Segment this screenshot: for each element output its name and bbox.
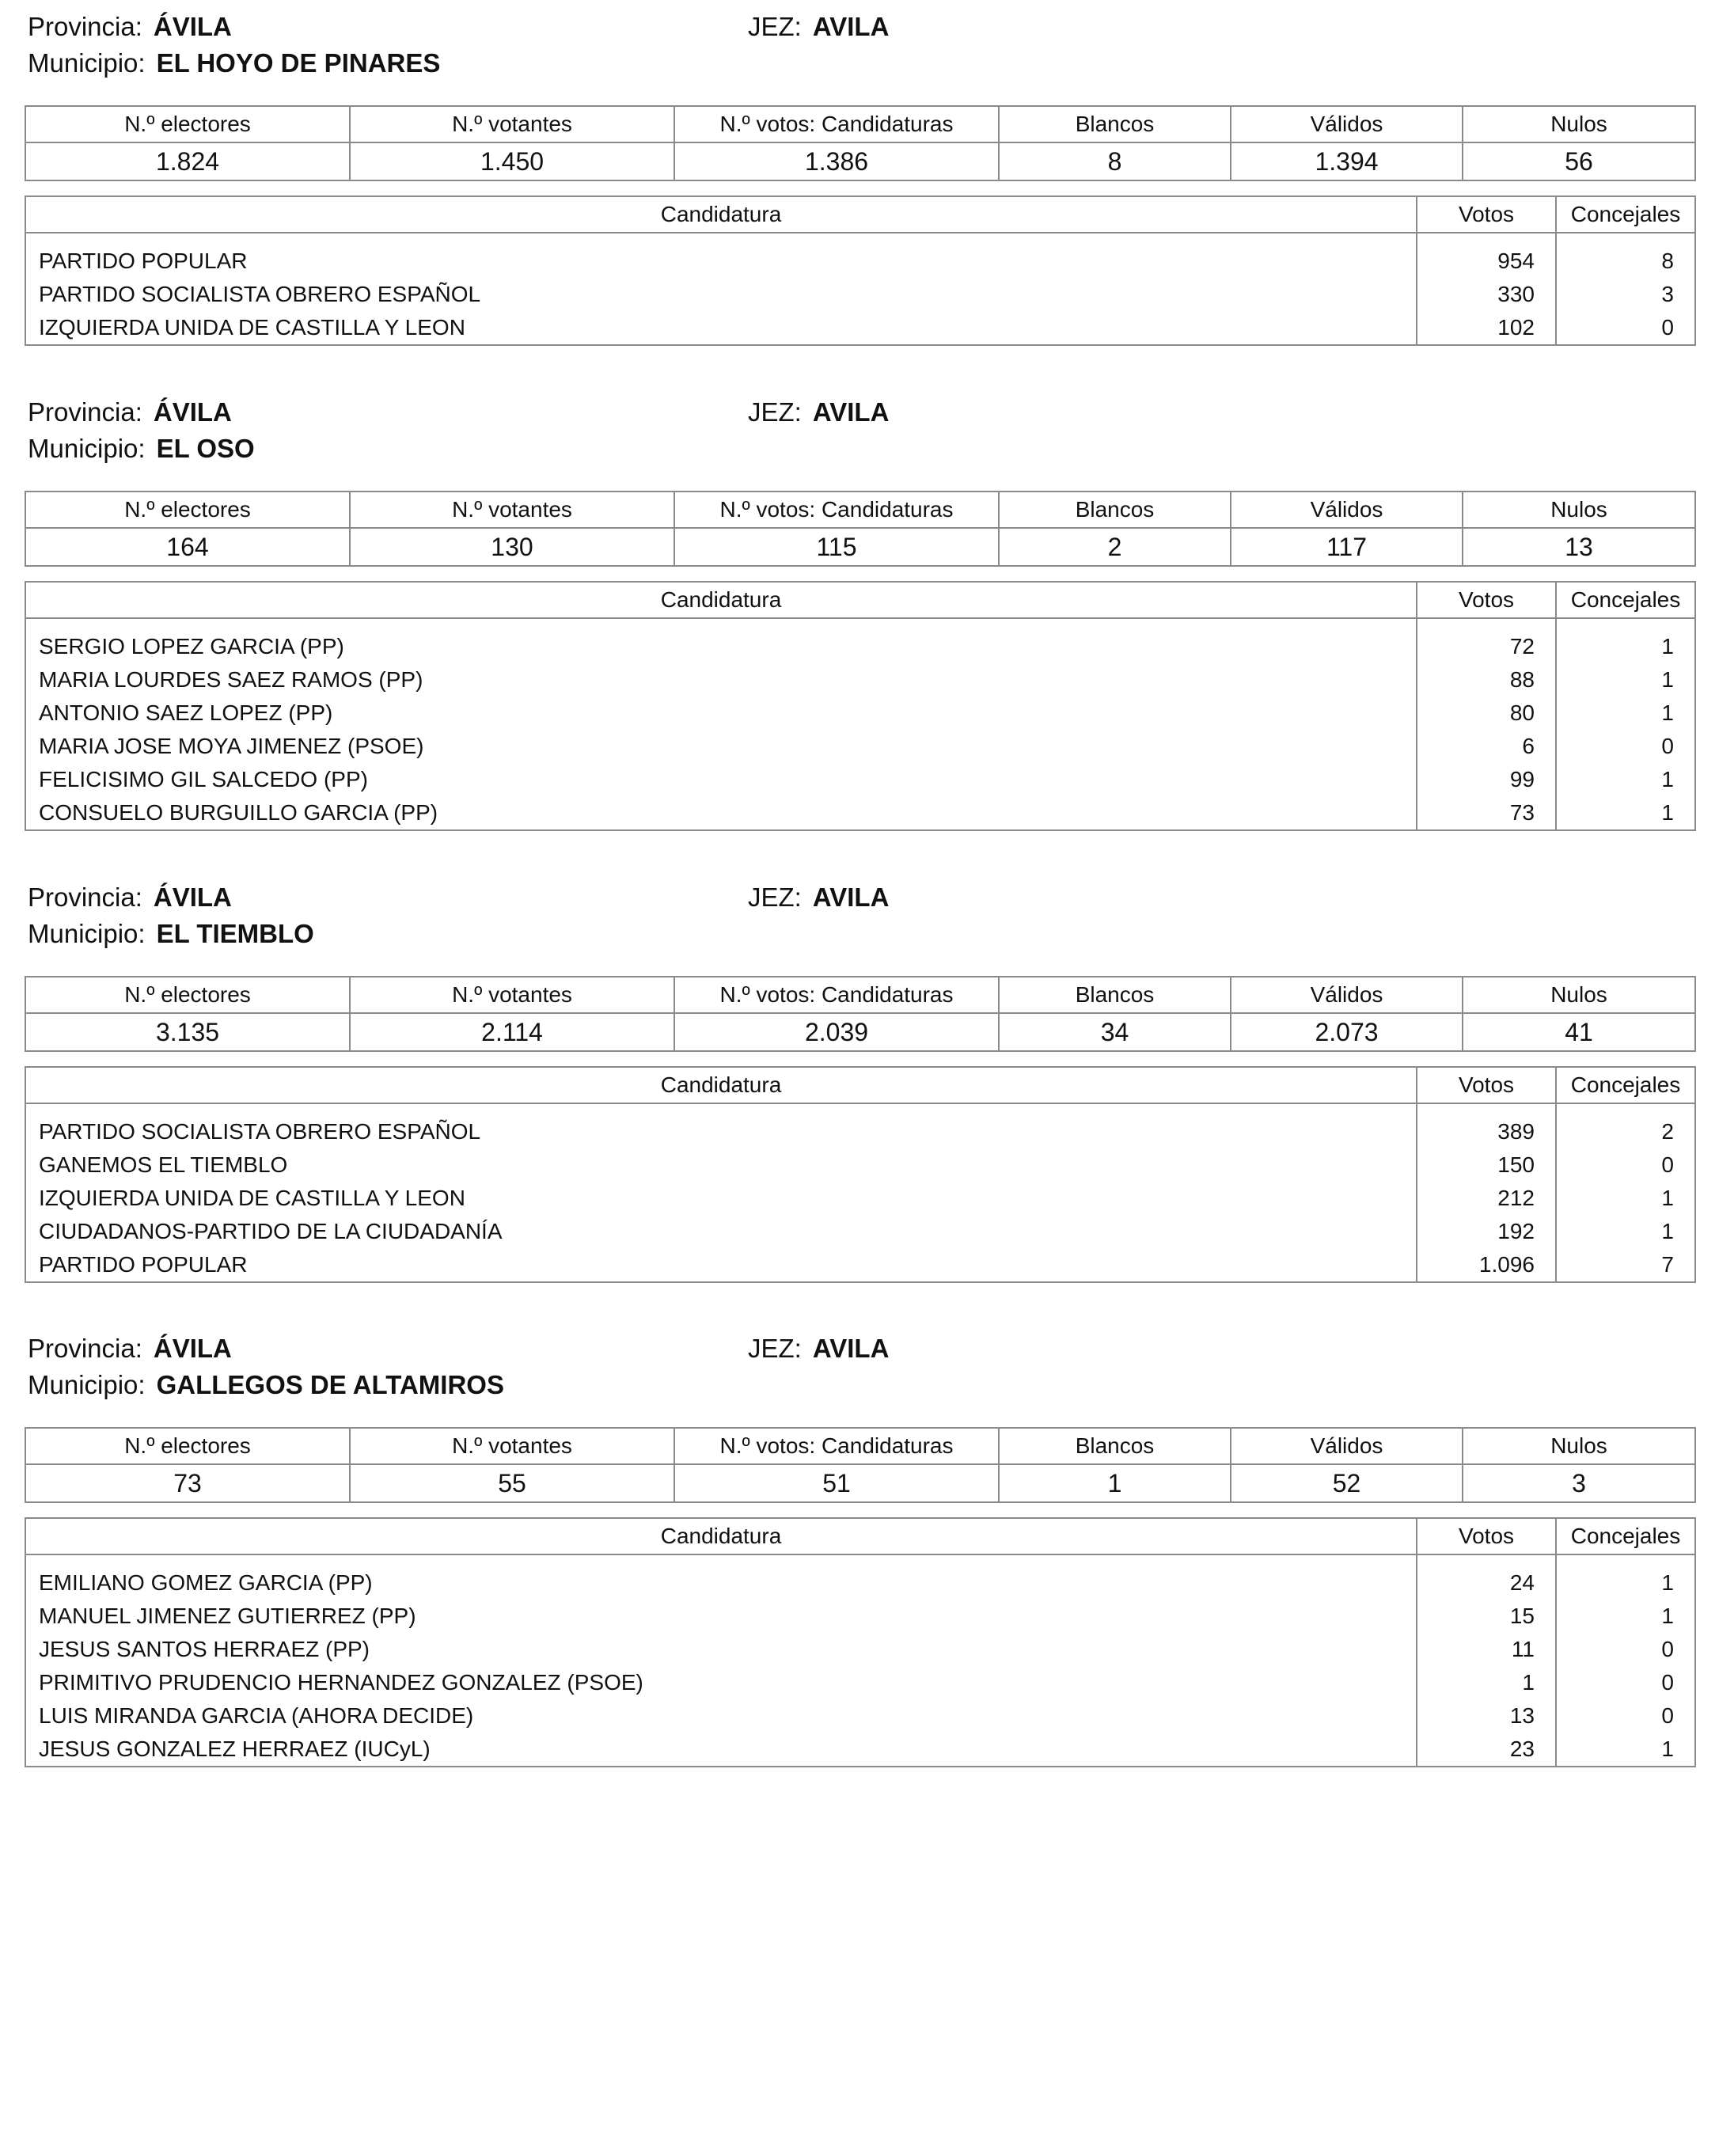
- table-spacer: [25, 233, 1695, 245]
- blancos-header: Blancos: [999, 492, 1231, 528]
- municipio-line: [28, 46, 440, 81]
- candidate-name: CONSUELO BURGUILLO GARCIA (PP): [25, 796, 1417, 830]
- table-row: [25, 1182, 1695, 1215]
- table-row: [25, 278, 1695, 311]
- summary-table: [25, 491, 1696, 567]
- candidate-concejales: 1: [1556, 1733, 1695, 1767]
- candidate-name: PARTIDO SOCIALISTA OBRERO ESPAÑOL: [25, 278, 1417, 311]
- jez-label: JEZ:: [748, 12, 802, 41]
- votantes-header: N.º votantes: [350, 977, 674, 1013]
- validos-header: Válidos: [1231, 1428, 1463, 1464]
- table-row: [25, 311, 1695, 345]
- provincia-value: ÁVILA: [153, 397, 232, 427]
- table-row: [25, 1733, 1695, 1767]
- municipio-value: EL HOYO DE PINARES: [156, 48, 441, 78]
- votos-candidaturas-value: 1.386: [674, 142, 999, 180]
- candidate-name: SERGIO LOPEZ GARCIA (PP): [25, 630, 1417, 663]
- candidate-votos: 6: [1417, 730, 1556, 763]
- candidatures-table: [25, 1066, 1696, 1283]
- block-header: [0, 0, 1719, 95]
- validos-value: 52: [1231, 1464, 1463, 1502]
- validos-value: 117: [1231, 528, 1463, 566]
- provincia-label: Provincia:: [28, 12, 142, 41]
- validos-value: 1.394: [1231, 142, 1463, 180]
- validos-header: Válidos: [1231, 977, 1463, 1013]
- table-row: [25, 1115, 1695, 1148]
- summary-table: [25, 105, 1696, 181]
- votantes-header: N.º votantes: [350, 106, 674, 142]
- provincia-value: ÁVILA: [153, 1334, 232, 1363]
- candidate-name: PARTIDO POPULAR: [25, 1248, 1417, 1282]
- candidate-votos: 23: [1417, 1733, 1556, 1767]
- votos-candidaturas-value: 115: [674, 528, 999, 566]
- table-row: [25, 730, 1695, 763]
- candidate-name: PARTIDO SOCIALISTA OBRERO ESPAÑOL: [25, 1115, 1417, 1148]
- jez-value: AVILA: [812, 397, 890, 427]
- summary-header-row: [25, 977, 1695, 1013]
- candidate-name: ANTONIO SAEZ LOPEZ (PP): [25, 697, 1417, 730]
- electores-value: 164: [25, 528, 350, 566]
- candidate-votos: 212: [1417, 1182, 1556, 1215]
- candidate-votos: 11: [1417, 1633, 1556, 1666]
- candidate-concejales: 1: [1556, 630, 1695, 663]
- candidate-name: IZQUIERDA UNIDA DE CASTILLA Y LEON: [25, 311, 1417, 345]
- votantes-value: 55: [350, 1464, 674, 1502]
- municipality-block: [0, 385, 1719, 825]
- nulos-header: Nulos: [1463, 492, 1695, 528]
- votantes-header: N.º votantes: [350, 1428, 674, 1464]
- summary-values-row: [25, 142, 1695, 180]
- block-header: [0, 1322, 1719, 1417]
- summary-table: [25, 976, 1696, 1052]
- electores-header: N.º electores: [25, 1428, 350, 1464]
- candidate-concejales: 1: [1556, 1600, 1695, 1633]
- nulos-value: 3: [1463, 1464, 1695, 1502]
- summary-header-row: [25, 492, 1695, 528]
- municipio-value: GALLEGOS DE ALTAMIROS: [156, 1370, 504, 1399]
- blancos-value: 2: [999, 528, 1231, 566]
- candidate-votos: 150: [1417, 1148, 1556, 1182]
- table-row: [25, 245, 1695, 278]
- nulos-header: Nulos: [1463, 977, 1695, 1013]
- provincia-label: Provincia:: [28, 397, 142, 427]
- blancos-value: 8: [999, 142, 1231, 180]
- summary-header-row: [25, 106, 1695, 142]
- summary-values-row: [25, 528, 1695, 566]
- candidatures-header-row: [25, 582, 1695, 618]
- summary-values-row: [25, 1013, 1695, 1051]
- validos-value: 2.073: [1231, 1013, 1463, 1051]
- nulos-value: 41: [1463, 1013, 1695, 1051]
- candidatures-table: [25, 1517, 1696, 1767]
- municipio-label: Municipio:: [28, 434, 146, 463]
- jez-label: JEZ:: [748, 1334, 802, 1363]
- jez-label: JEZ:: [748, 883, 802, 912]
- candidate-name: PARTIDO POPULAR: [25, 245, 1417, 278]
- candidatures-header-row: [25, 196, 1695, 233]
- table-row: [25, 1699, 1695, 1733]
- votos-header: Votos: [1417, 196, 1556, 233]
- candidate-votos: 102: [1417, 311, 1556, 345]
- table-row: [25, 1600, 1695, 1633]
- candidate-concejales: 1: [1556, 697, 1695, 730]
- municipio-line: [28, 431, 255, 466]
- table-row: [25, 763, 1695, 796]
- table-spacer: [25, 618, 1695, 630]
- municipality-block: [0, 871, 1719, 1277]
- votos-header: Votos: [1417, 1518, 1556, 1554]
- provincia-value: ÁVILA: [153, 12, 232, 41]
- candidate-name: MANUEL JIMENEZ GUTIERREZ (PP): [25, 1600, 1417, 1633]
- municipio-value: EL TIEMBLO: [156, 919, 314, 948]
- candidate-name: PRIMITIVO PRUDENCIO HERNANDEZ GONZALEZ (PSOE): [25, 1666, 1417, 1699]
- electores-value: 1.824: [25, 142, 350, 180]
- provincia-label: Provincia:: [28, 1334, 142, 1363]
- candidatura-header: Candidatura: [25, 1518, 1417, 1554]
- candidate-name: EMILIANO GOMEZ GARCIA (PP): [25, 1566, 1417, 1600]
- block-header: [0, 871, 1719, 966]
- votos-header: Votos: [1417, 1067, 1556, 1103]
- candidatures-table: [25, 195, 1696, 346]
- candidate-concejales: 1: [1556, 1182, 1695, 1215]
- blancos-header: Blancos: [999, 1428, 1231, 1464]
- candidate-votos: 1.096: [1417, 1248, 1556, 1282]
- candidate-concejales: 7: [1556, 1248, 1695, 1282]
- table-row: [25, 1215, 1695, 1248]
- nulos-value: 56: [1463, 142, 1695, 180]
- candidate-name: LUIS MIRANDA GARCIA (AHORA DECIDE): [25, 1699, 1417, 1733]
- table-row: [25, 1566, 1695, 1600]
- summary-values-row: [25, 1464, 1695, 1502]
- candidatures-table: [25, 581, 1696, 831]
- table-row: [25, 1248, 1695, 1282]
- concejales-header: Concejales: [1556, 1518, 1695, 1554]
- candidate-votos: 73: [1417, 796, 1556, 830]
- candidate-votos: 13: [1417, 1699, 1556, 1733]
- candidatura-header: Candidatura: [25, 196, 1417, 233]
- concejales-header: Concejales: [1556, 196, 1695, 233]
- jez-line: [748, 880, 889, 915]
- candidate-concejales: 0: [1556, 1633, 1695, 1666]
- table-spacer: [25, 1554, 1695, 1566]
- validos-header: Válidos: [1231, 106, 1463, 142]
- candidate-concejales: 1: [1556, 763, 1695, 796]
- jez-value: AVILA: [812, 883, 890, 912]
- candidate-name: JESUS SANTOS HERRAEZ (PP): [25, 1633, 1417, 1666]
- nulos-header: Nulos: [1463, 1428, 1695, 1464]
- candidate-votos: 80: [1417, 697, 1556, 730]
- candidate-name: GANEMOS EL TIEMBLO: [25, 1148, 1417, 1182]
- votos-candidaturas-header: N.º votos: Candidaturas: [674, 492, 999, 528]
- provincia-value: ÁVILA: [153, 883, 232, 912]
- candidatura-header: Candidatura: [25, 1067, 1417, 1103]
- validos-header: Válidos: [1231, 492, 1463, 528]
- candidatures-header-row: [25, 1067, 1695, 1103]
- votos-candidaturas-value: 2.039: [674, 1013, 999, 1051]
- electores-header: N.º electores: [25, 492, 350, 528]
- jez-value: AVILA: [812, 1334, 890, 1363]
- municipality-block: [0, 1322, 1719, 1761]
- blancos-header: Blancos: [999, 106, 1231, 142]
- candidate-votos: 88: [1417, 663, 1556, 697]
- blancos-header: Blancos: [999, 977, 1231, 1013]
- candidate-votos: 954: [1417, 245, 1556, 278]
- table-row: [25, 663, 1695, 697]
- votos-candidaturas-header: N.º votos: Candidaturas: [674, 1428, 999, 1464]
- candidate-concejales: 8: [1556, 245, 1695, 278]
- candidate-votos: 99: [1417, 763, 1556, 796]
- candidate-votos: 389: [1417, 1115, 1556, 1148]
- votantes-header: N.º votantes: [350, 492, 674, 528]
- nulos-value: 13: [1463, 528, 1695, 566]
- electores-value: 3.135: [25, 1013, 350, 1051]
- blancos-value: 34: [999, 1013, 1231, 1051]
- summary-header-row: [25, 1428, 1695, 1464]
- candidate-votos: 24: [1417, 1566, 1556, 1600]
- candidate-concejales: 3: [1556, 278, 1695, 311]
- candidate-concejales: 0: [1556, 730, 1695, 763]
- summary-table: [25, 1427, 1696, 1503]
- candidate-name: JESUS GONZALEZ HERRAEZ (IUCyL): [25, 1733, 1417, 1767]
- table-row: [25, 1633, 1695, 1666]
- jez-value: AVILA: [812, 12, 890, 41]
- votos-candidaturas-header: N.º votos: Candidaturas: [674, 977, 999, 1013]
- table-row: [25, 630, 1695, 663]
- electores-header: N.º electores: [25, 106, 350, 142]
- municipio-label: Municipio:: [28, 48, 146, 78]
- table-spacer: [25, 1103, 1695, 1115]
- provincia-line: [28, 395, 232, 430]
- jez-line: [748, 9, 889, 44]
- candidate-concejales: 1: [1556, 1566, 1695, 1600]
- municipio-value: EL OSO: [156, 434, 255, 463]
- votos-header: Votos: [1417, 582, 1556, 618]
- votantes-value: 130: [350, 528, 674, 566]
- table-row: [25, 1148, 1695, 1182]
- votos-candidaturas-value: 51: [674, 1464, 999, 1502]
- jez-line: [748, 1331, 889, 1366]
- candidate-concejales: 2: [1556, 1115, 1695, 1148]
- candidate-concejales: 0: [1556, 311, 1695, 345]
- votos-candidaturas-header: N.º votos: Candidaturas: [674, 106, 999, 142]
- electores-value: 73: [25, 1464, 350, 1502]
- provincia-label: Provincia:: [28, 883, 142, 912]
- block-header: [0, 385, 1719, 480]
- candidate-name: FELICISIMO GIL SALCEDO (PP): [25, 763, 1417, 796]
- jez-line: [748, 395, 889, 430]
- municipio-label: Municipio:: [28, 919, 146, 948]
- municipio-line: [28, 917, 314, 951]
- concejales-header: Concejales: [1556, 582, 1695, 618]
- concejales-header: Concejales: [1556, 1067, 1695, 1103]
- candidate-concejales: 0: [1556, 1699, 1695, 1733]
- nulos-header: Nulos: [1463, 106, 1695, 142]
- votantes-value: 1.450: [350, 142, 674, 180]
- blancos-value: 1: [999, 1464, 1231, 1502]
- candidate-name: CIUDADANOS-PARTIDO DE LA CIUDADANÍA: [25, 1215, 1417, 1248]
- candidate-name: MARIA JOSE MOYA JIMENEZ (PSOE): [25, 730, 1417, 763]
- table-row: [25, 1666, 1695, 1699]
- candidate-name: IZQUIERDA UNIDA DE CASTILLA Y LEON: [25, 1182, 1417, 1215]
- candidate-concejales: 1: [1556, 1215, 1695, 1248]
- provincia-line: [28, 880, 232, 915]
- candidate-concejales: 0: [1556, 1148, 1695, 1182]
- candidate-votos: 192: [1417, 1215, 1556, 1248]
- candidate-votos: 1: [1417, 1666, 1556, 1699]
- candidate-votos: 72: [1417, 630, 1556, 663]
- provincia-line: [28, 9, 232, 44]
- electores-header: N.º electores: [25, 977, 350, 1013]
- jez-label: JEZ:: [748, 397, 802, 427]
- candidate-votos: 15: [1417, 1600, 1556, 1633]
- municipio-label: Municipio:: [28, 1370, 146, 1399]
- candidate-name: MARIA LOURDES SAEZ RAMOS (PP): [25, 663, 1417, 697]
- provincia-line: [28, 1331, 232, 1366]
- candidatures-header-row: [25, 1518, 1695, 1554]
- municipio-line: [28, 1368, 504, 1403]
- votantes-value: 2.114: [350, 1013, 674, 1051]
- candidate-concejales: 1: [1556, 663, 1695, 697]
- candidate-concejales: 1: [1556, 796, 1695, 830]
- table-row: [25, 697, 1695, 730]
- municipality-block: [0, 0, 1719, 340]
- candidatura-header: Candidatura: [25, 582, 1417, 618]
- candidate-concejales: 0: [1556, 1666, 1695, 1699]
- candidate-votos: 330: [1417, 278, 1556, 311]
- table-row: [25, 796, 1695, 830]
